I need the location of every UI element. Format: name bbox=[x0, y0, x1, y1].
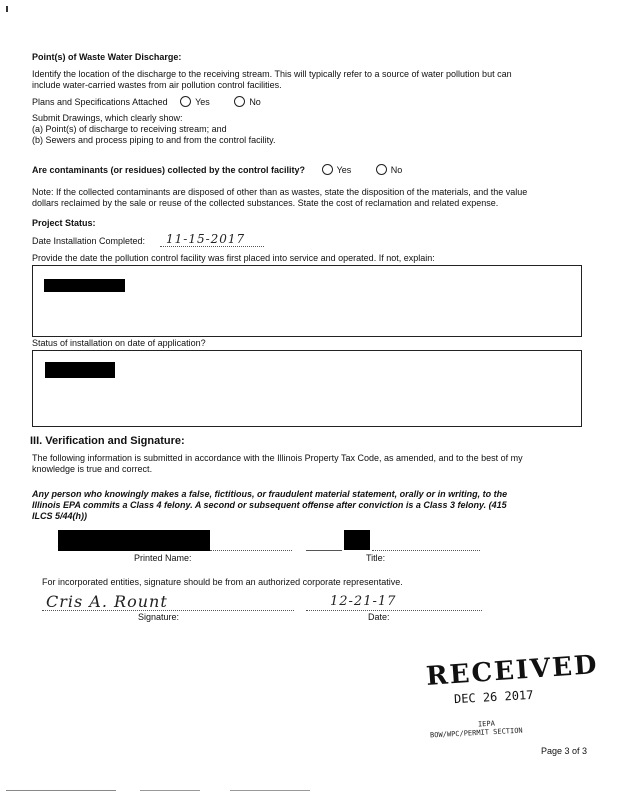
title-line[interactable] bbox=[372, 550, 480, 551]
contaminants-yes-label: Yes bbox=[336, 165, 352, 175]
page-number: Page 3 of 3 bbox=[541, 746, 588, 756]
redaction-block bbox=[45, 362, 115, 378]
verification-heading: III. Verification and Signature: bbox=[30, 435, 185, 447]
provide-date-label: Provide the date the pollution control facility was first placed into service and operated. If not, explain: bbox=[32, 253, 435, 263]
signed-date-line[interactable] bbox=[306, 610, 482, 611]
signature-line[interactable] bbox=[42, 610, 294, 611]
project-status-heading: Project Status: bbox=[32, 218, 96, 228]
discharge-desc-line2: include water-carried wastes from air pollution control facilities. bbox=[32, 80, 282, 90]
radio-icon[interactable] bbox=[234, 96, 245, 107]
plans-yes-label: Yes bbox=[195, 97, 210, 107]
corporate-note: For incorporated entities, signature should be from an authorized corporate representative. bbox=[42, 577, 403, 587]
signed-date-label: Date: bbox=[368, 612, 390, 622]
contaminants-row bbox=[32, 164, 402, 176]
date-installed-label: Date Installation Completed: bbox=[32, 236, 146, 246]
printed-name-label: Printed Name: bbox=[134, 553, 192, 563]
radio-icon[interactable] bbox=[180, 96, 191, 107]
scan-mark bbox=[6, 6, 8, 12]
verification-text-line2: knowledge is true and correct. bbox=[32, 464, 153, 474]
printed-name-line[interactable] bbox=[210, 550, 292, 551]
status-on-application-label: Status of installation on date of application? bbox=[32, 338, 206, 348]
title-label: Title: bbox=[366, 553, 386, 563]
received-stamp: RECEIVED bbox=[425, 650, 600, 692]
plans-no-option[interactable] bbox=[234, 97, 261, 107]
redaction-block bbox=[44, 279, 125, 292]
felony-warning-line1: Any person who knowingly makes a false, fictitious, or fraudulent material statement, orally or in writing, to the bbox=[32, 489, 508, 499]
felony-warning-line3: ILCS 5/44(h)) bbox=[32, 511, 88, 521]
title-redaction bbox=[344, 530, 370, 550]
plans-attached-row bbox=[32, 96, 261, 108]
submit-line2: (a) Point(s) of discharge to receiving stream; and bbox=[32, 124, 227, 134]
contaminants-no-label: No bbox=[390, 165, 403, 175]
contaminants-question: Are contaminants (or residues) collected by the control facility? bbox=[32, 165, 306, 175]
contaminants-no-option[interactable] bbox=[376, 165, 403, 175]
contaminants-note-line2: dollars reclaimed by the sale or reuse of the collected substances. State the cost of reclamation and related expense. bbox=[32, 198, 499, 208]
title-line-left bbox=[306, 550, 342, 551]
signature-value[interactable]: Cris A. Rount bbox=[46, 592, 168, 611]
service-date-explain-box[interactable] bbox=[32, 265, 582, 337]
contaminants-note-line1: Note: If the collected contaminants are disposed of other than as wastes, state the disposition of the materials, and the value bbox=[32, 187, 528, 197]
printed-name-redaction bbox=[58, 530, 210, 551]
received-stamp-date: DEC 26 2017 bbox=[453, 687, 534, 707]
contaminants-yes-option[interactable] bbox=[322, 165, 352, 175]
scan-mark bbox=[140, 790, 200, 791]
plans-no-label: No bbox=[249, 97, 261, 107]
submit-line1: Submit Drawings, which clearly show: bbox=[32, 113, 183, 123]
signed-date-value[interactable]: 12-21-17 bbox=[330, 594, 397, 609]
radio-icon[interactable] bbox=[376, 164, 387, 175]
felony-warning-line2: Illinois EPA commits a Class 4 felony. A second or subsequent offense after conviction is a Class 3 felony. (415 bbox=[32, 500, 507, 510]
plans-yes-option[interactable] bbox=[180, 97, 210, 107]
received-stamp-section: BOW/WPC/PERMIT SECTION bbox=[429, 726, 523, 740]
date-installed-value[interactable]: 11-15-2017 bbox=[166, 232, 246, 246]
plans-attached-label: Plans and Specifications Attached bbox=[32, 97, 168, 107]
submit-line3: (b) Sewers and process piping to and from the control facility. bbox=[32, 135, 276, 145]
received-stamp-agency: IEPA bbox=[477, 719, 496, 729]
discharge-desc-line1: Identify the location of the discharge to the receiving stream. This will typically refer to a source of water pollution but can bbox=[32, 69, 512, 79]
radio-icon[interactable] bbox=[322, 164, 333, 175]
verification-text-line1: The following information is submitted in accordance with the Illinois Property Tax Code, as amended, and to the best of my bbox=[32, 453, 523, 463]
scan-mark bbox=[230, 790, 310, 791]
scan-mark bbox=[6, 790, 116, 791]
discharge-heading: Point(s) of Waste Water Discharge: bbox=[32, 52, 182, 62]
signature-label: Signature: bbox=[138, 612, 180, 622]
